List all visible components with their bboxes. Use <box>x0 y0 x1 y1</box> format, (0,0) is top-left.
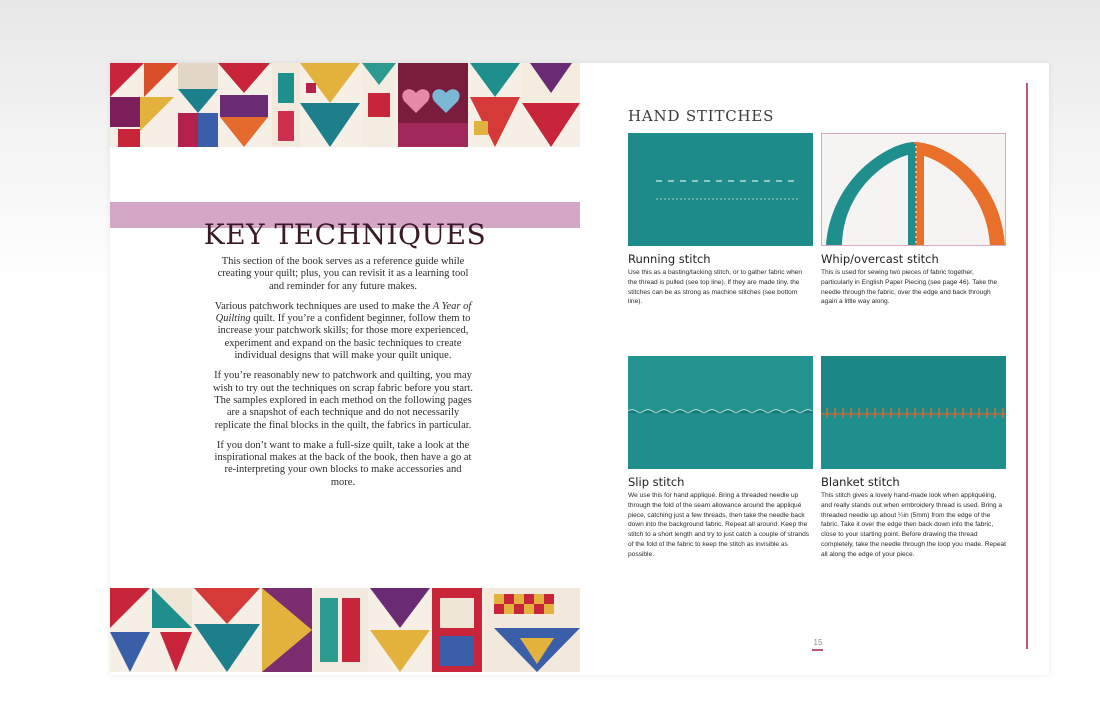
quilt-banner-bottom <box>110 588 580 672</box>
stitch-name: Blanket stitch <box>821 475 900 489</box>
stitch-description: We use this for hand appliqué. Bring a threaded needle up through the fold of the seam allowance around the appliqué piece, catching just a few threads, then take the needle back down into the background fabric. Repeat all around. Keep the stitch to a short length and try to just catch a couple of strands of the fold of the fabric to keep the stitch as invisible as possible. <box>628 492 810 558</box>
intro-text <box>212 256 474 497</box>
stitch-whip <box>821 133 1006 307</box>
stitch-blanket <box>821 356 1006 560</box>
stitch-description: Use this as a basting/tacking stitch, or to gather fabric when the thread is pulled (see top line). If they are made tiny, the stitches can be as strong as machine stitches (see bottom line). <box>628 269 803 306</box>
intro-paragraph: If you’re reasonably new to patchwork and quilting, you may wish to try out the techniques on scrap fabric before you start. The samples explored in each method on the following pages are a snapshot of each technique and do not necessarily replicate the final blocks in the quilt, the fabrics in particular. <box>212 370 474 431</box>
stitch-description: This stitch gives a lovely hand-made look when appliquéing, and really stands out when embroidery thread is used. Bring a threaded needle up about ¼in (5mm) from the edge of the fabric. Take it over the edge then back down into the fabric, close to your starting point. Before drawing the thread completely, take the needle through the loop you made. Repeat all along the edge of your piece. <box>821 492 1006 558</box>
section-heading: HAND STITCHES <box>628 107 775 125</box>
slip-stitch-photo <box>628 356 813 469</box>
intro-text-span: quilt. If you’re a confident beginner, follow them to increase your patchwork skills; for those more experienced, experiment and expand on the basic techniques to create individual designs that will make your quilt unique. <box>217 313 471 362</box>
stitch-slip <box>628 356 813 560</box>
stitch-description: This is used for sewing two pieces of fabric together, particularly in English Paper Piecing (see page 46). Take the needle through the fabric, over the edge and back through again a little way along. <box>821 269 998 306</box>
stitch-name: Slip stitch <box>628 475 685 489</box>
page-number: 15 <box>813 638 823 647</box>
intro-text-span: Various patchwork techniques are used to make the <box>214 300 431 312</box>
intro-paragraph <box>212 301 474 362</box>
stitch-name: Running stitch <box>628 252 711 266</box>
intro-paragraph: If you don’t want to make a full-size quilt, take a look at the inspirational makes at the back of the book, then have a go at re-interpreting your own blocks to make accessories and more. <box>214 439 472 488</box>
page-edge-rule <box>1026 83 1028 649</box>
stitch-running <box>628 133 813 307</box>
intro-paragraph: This section of the book serves as a reference guide while creating your quilt; plus, you can revisit it as a learning tool and reminder for any future makes. <box>217 256 469 292</box>
whip-stitch-photo <box>821 133 1006 246</box>
blanket-stitch-photo <box>821 356 1006 469</box>
page-number-underline <box>812 649 823 651</box>
running-stitch-photo <box>628 133 813 246</box>
stitch-name: Whip/overcast stitch <box>821 252 939 266</box>
book-title-italic: A Year of Quilting <box>215 300 472 325</box>
page-title: KEY TECHNIQUES <box>203 217 487 251</box>
quilt-banner-top <box>110 63 580 147</box>
